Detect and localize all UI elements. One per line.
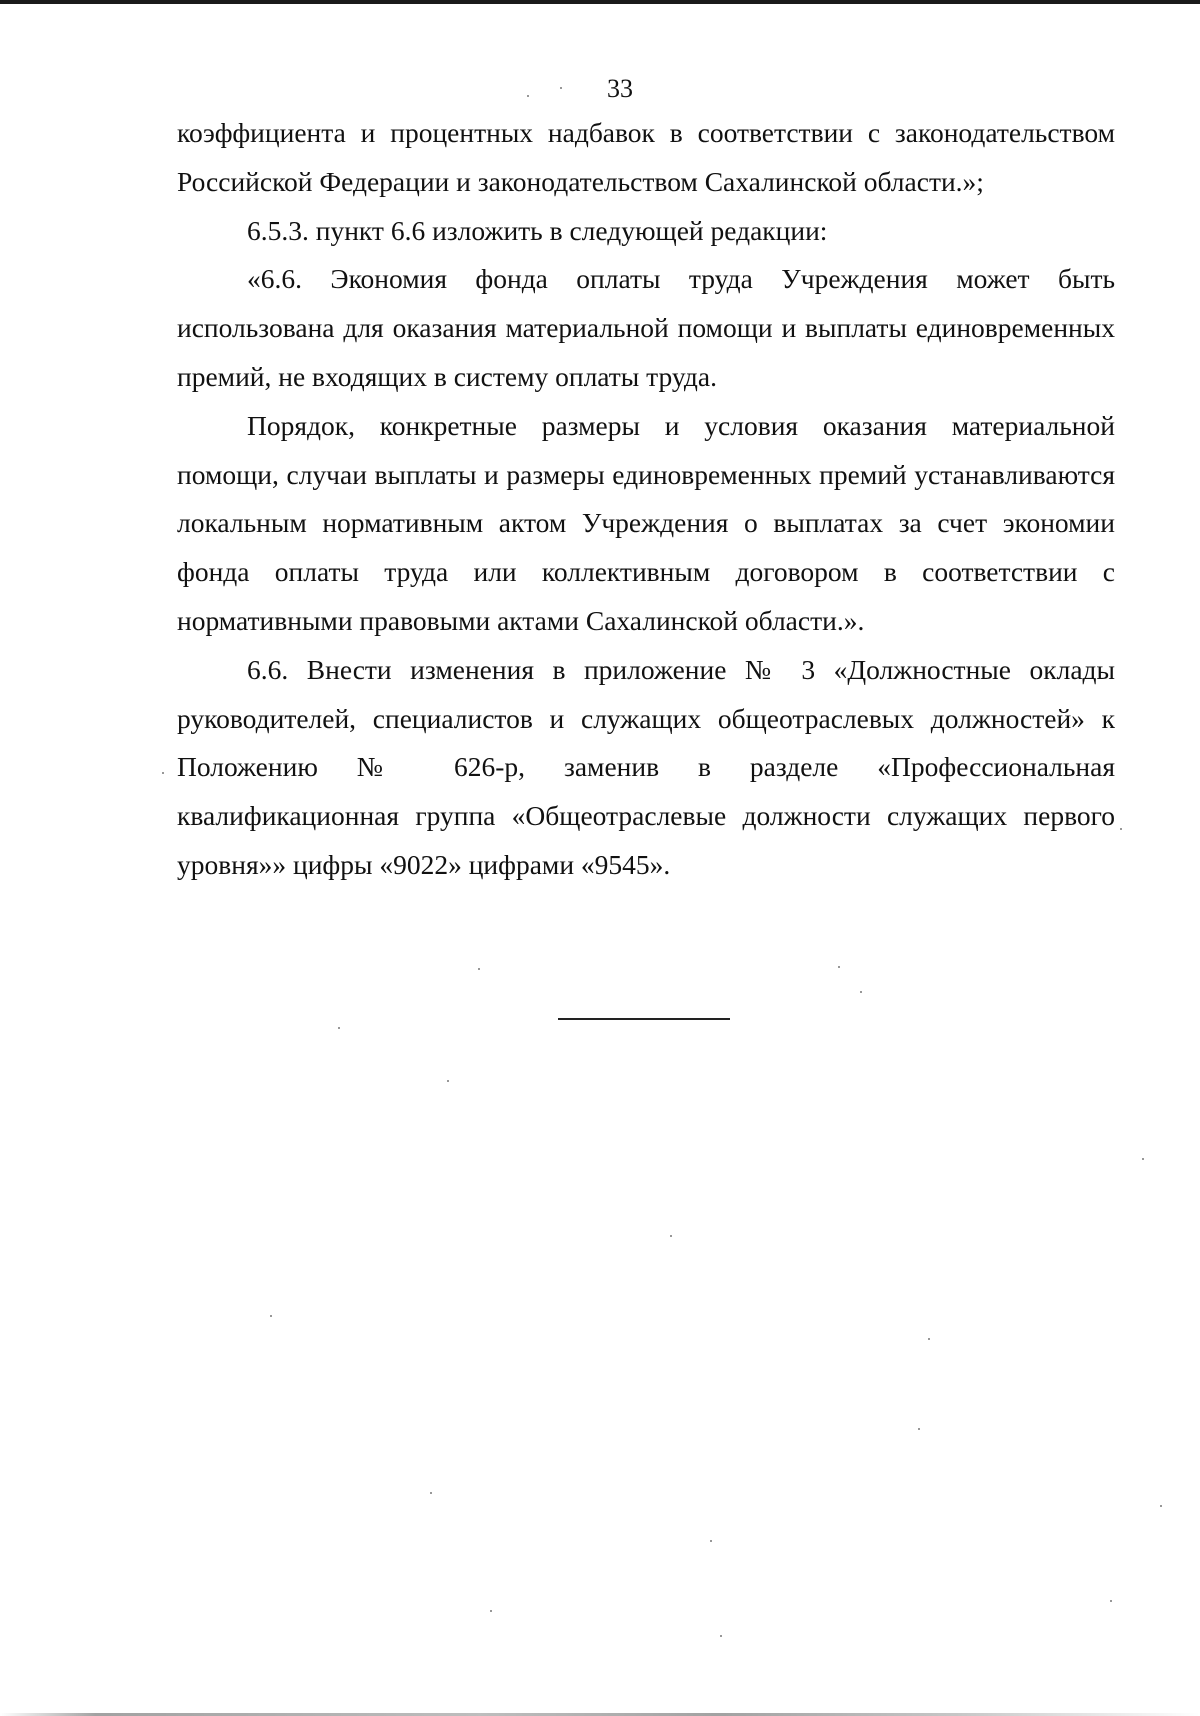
end-separator-line — [558, 1018, 730, 1020]
scan-speck — [490, 1610, 492, 1612]
paragraph-continuation: коэффициента и процентных надбавок в соответствии с законодательством Российской Федерации и законодательством Сахалинской области.»; — [177, 117, 1115, 197]
page-number: 33 — [607, 74, 633, 103]
scan-speck — [338, 1027, 340, 1029]
scan-speck — [928, 1338, 930, 1340]
scan-speck — [478, 968, 480, 970]
document-body — [177, 109, 1115, 890]
scan-speck — [162, 772, 164, 774]
scan-speck — [560, 87, 562, 89]
scan-speck — [447, 1080, 449, 1082]
scan-speck — [918, 1428, 920, 1430]
scan-edge-top — [0, 0, 1200, 4]
scan-speck — [270, 1315, 272, 1317]
scan-speck — [720, 1635, 722, 1637]
scan-speck — [1120, 828, 1122, 830]
paragraph-item-6-6-quote: «6.6. Экономия фонда оплаты труда Учреждения может быть использована для оказания материальной помощи и выплаты единовременных премий, не входящих в систему оплаты труда. — [177, 263, 1115, 392]
scan-speck — [710, 1540, 712, 1542]
scan-speck — [1160, 1505, 1162, 1507]
scan-speck — [527, 95, 529, 97]
scan-speck — [860, 991, 862, 993]
paragraph-procedure: Порядок, конкретные размеры и условия оказания материальной помощи, случаи выплаты и размеры единовременных премий устанавливаются локальным нормативным актом Учреждения о выплатах за счет экономии фонда оплаты труда или коллективным договором в соответствии с нормативными правовыми актами Сахалинской области.». — [177, 409, 1115, 636]
scan-speck — [1110, 1600, 1112, 1602]
scan-speck — [430, 1492, 432, 1494]
scan-speck — [670, 1235, 672, 1237]
paragraph-item-6-5-3: 6.5.3. пункт 6.6 изложить в следующей редакции: — [247, 214, 828, 246]
scan-speck — [1142, 1158, 1144, 1160]
paragraph-item-6-6: 6.6. Внести изменения в приложение № 3 «Должностные оклады руководителей, специалистов и служащих общеотраслевых должностей» к Положению № 626-р, заменив в разделе «Профессиональная квалификационная группа «Общеотраслевые должности служащих первого уровня»» цифры «9022» цифрами «9545». — [177, 653, 1115, 880]
scan-speck — [838, 966, 840, 968]
